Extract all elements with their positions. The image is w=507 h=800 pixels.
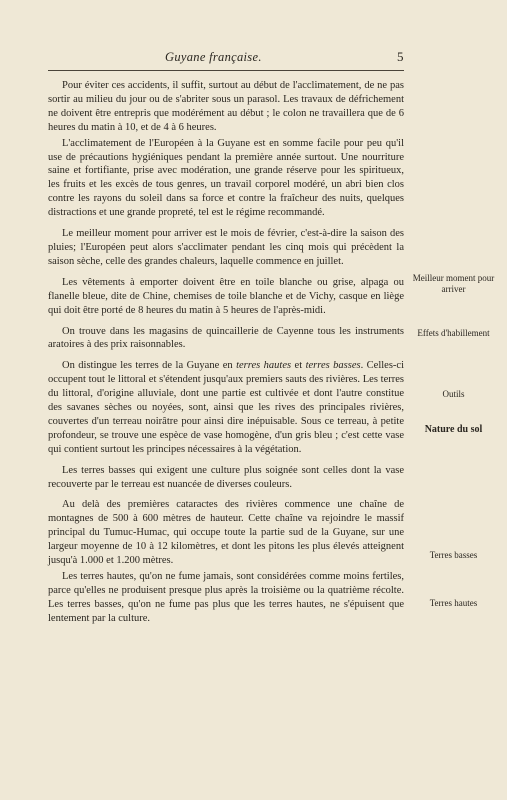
paragraph-acclimatement-accidents: Pour éviter ces accidents, il suffit, surtout au début de l'acclimatement, de ne pas sortir au milieu du jour ou de s'abriter sous un parasol. Les travaux de défrichement ne doivent être entrepris que modérément au début ; le colon ne travaillera que de 6 heures du matin à 10, et de 4 à 6 heures. <box>48 80 404 133</box>
margin-note-outils: Outils <box>442 389 465 399</box>
italic-term: terres basses <box>305 360 361 372</box>
paragraph-outils: On trouve dans les magasins de quincaillerie de Cayenne tous les instruments aratoires à des prix raisonnables. <box>48 325 404 351</box>
header-rule <box>48 70 404 71</box>
paragraph-meilleur-moment: Le meilleur moment pour arriver est le mois de février, c'est-à-dire la saison des pluies; l'Européen peut alors s'acclimater pendant les cinq mois qui précèdent la saison sèche, celle des grandes chaleurs, laquelle commence en juillet. <box>48 228 404 267</box>
margin-note-habillement: Effets d'habillement <box>417 328 490 338</box>
main-text <box>48 79 404 633</box>
paragraph-nature-du-sol: On distingue les terres de la Guyane en terres hautes et terres basses. Celles-ci occupent tout le littoral et s'étendent jusqu'aux premiers sauts des rivières. Les terres du littoral, d'origine alluviale, dont une partie est cultivée et dont l'autre constitue des savanes sèches ou noyées, sont, ainsi que les rives des principales rivières, couvertes d'un terreau noirâtre pour ainsi dire inépuisable. Sous ce terreau, à petite profondeur, se trouve une espèce de vase homogène, d'un gris bleu ; c'est cette vase qui contient surtout les principes nécessaires à la végétation. <box>48 360 405 455</box>
paragraph-terres-fertilite: Les terres hautes, qu'on ne fume jamais, sont considérées comme moins fertiles, parce qu'elles ne produisent presque plus après la troisième ou la quatrième récolte. Les terres basses, qu'on ne fume pas plus que les terres hautes, ne s'épuisent que lentement par la culture. <box>48 571 404 624</box>
margin-note-nature-du-sol: Nature du sol <box>424 424 483 435</box>
margin-note-meilleur-moment: Meilleur moment pour arriver <box>412 273 495 294</box>
paragraph-vetements: Les vêtements à emporter doivent être en toile blanche ou grise, alpaga ou flanelle bleue, dite de Chine, chemises de toile blanche et de Vichy, casque en liège qui doit être porté de 8 heures du matin à 5 heures de l'après-midi. <box>48 276 404 316</box>
paragraph-acclimatement-regime: L'acclimatement de l'Européen à la Guyane est en somme facile pour peu qu'il use de précautions hygiéniques pendant la première année surtout. Une nourriture saine et fortifiante, prise avec modération, une grande réserve pour les spiritueux, les fruits et les excès de tous genres, un travail corporel modéré, un abri bien clos contre les rayons du soleil dans sa force et contre la fraîcheur des nuits, quelques distractions et une grande propreté, tel est le régime recommandé. <box>48 137 404 219</box>
italic-term: terres hautes <box>236 360 292 372</box>
margin-note-terres-hautes: Terres hautes <box>429 598 478 608</box>
margin-note-terres-basses: Terres basses <box>429 550 478 560</box>
running-head <box>0 50 507 70</box>
page-number: 5 <box>397 49 404 64</box>
paragraph-terres-hautes: Au delà des premières cataractes des rivières commence une chaîne de montagnes de 500 à 600 mètres de hauteur. Cette chaîne va rejoindre le massif principal du Tumuc-Humac, qui occupe toute la partie sud de la Guyane, sur une largeur moyenne de 10 à 12 kilomètres, et dont les pitons les plus élevés atteignent jusqu'à 1.000 et 1.200 mètres. <box>48 499 404 567</box>
page-header-title: Guyane française. <box>165 50 262 64</box>
paragraph-terres-basses: Les terres basses qui exigent une culture plus soignée sont celles dont la vase recouverte par le terreau est nuancée de diverses couleurs. <box>48 464 404 490</box>
